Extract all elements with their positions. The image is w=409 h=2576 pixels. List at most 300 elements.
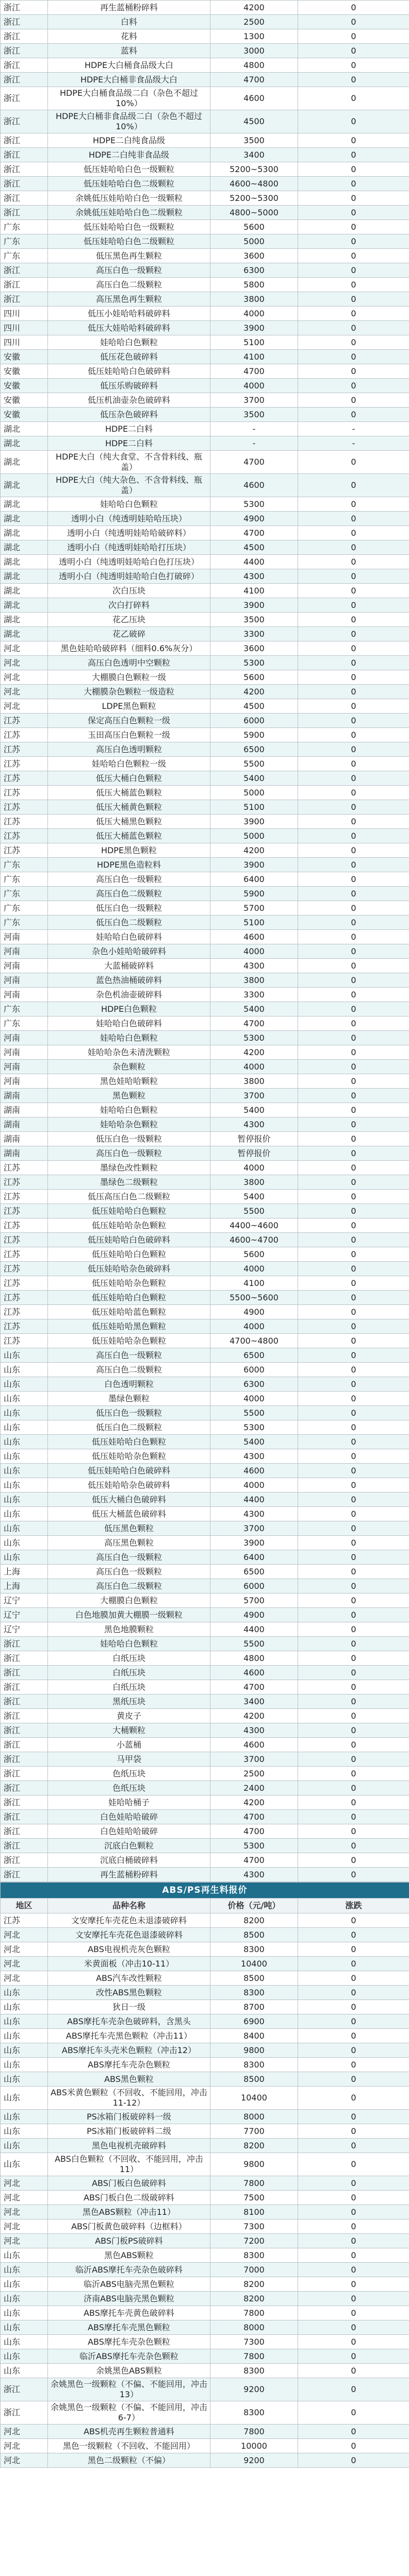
cell-name: HDPE大白（纯大食堂、不含骨料线、瓶盖） [48, 451, 210, 474]
cell-price: 5600 [210, 670, 298, 685]
cell-price: 3900 [210, 321, 298, 335]
cell-region: 山东 [1, 1550, 48, 1565]
cell-change: 0 [298, 1406, 409, 1420]
cell-name: 大棚膜杂色颗粒一级造粒 [48, 685, 210, 699]
cell-name: 杂色小娃哈哈破碎料 [48, 944, 210, 959]
cell-change: 0 [298, 307, 409, 321]
cell-region: 浙江 [1, 1868, 48, 1882]
cell-price: 3700 [210, 1752, 298, 1767]
cell-region: 山东 [1, 2110, 48, 2124]
cell-name: 低压大娃哈哈料破碎料 [48, 321, 210, 335]
cell-price: 3800 [210, 292, 298, 307]
cell-price: 暂停报价 [210, 1146, 298, 1161]
cell-change: 0 [298, 1824, 409, 1839]
cell-change: 0 [298, 598, 409, 613]
cell-price: 4100 [210, 584, 298, 598]
cell-name: 透明小白（纯透明娃哈哈白色打压块） [48, 555, 210, 569]
cell-name: 透明小白（纯透明娃哈哈打压块） [48, 540, 210, 555]
cell-price: 6000 [210, 714, 298, 728]
cell-price: 4700 [210, 526, 298, 540]
cell-region: 湖北 [1, 436, 48, 451]
cell-region: 湖北 [1, 474, 48, 497]
header-region: 地区 [1, 1899, 48, 1913]
cell-region: 江苏 [1, 1305, 48, 1319]
cell-region: 河北 [1, 2191, 48, 2205]
cell-price: 8200 [210, 2139, 298, 2153]
cell-change: 0 [298, 2378, 409, 2401]
cell-region: 河北 [1, 2219, 48, 2234]
table-row [1, 1666, 409, 1680]
cell-region: 山东 [1, 1363, 48, 1377]
cell-region: 山东 [1, 2153, 48, 2176]
cell-name: 高压白色一级颗粒 [48, 1348, 210, 1363]
table-row [1, 786, 409, 800]
cell-price: 4300 [210, 1868, 298, 1882]
table-row [1, 1565, 409, 1579]
cell-price: 8200 [210, 2277, 298, 2292]
cell-price: 4400 [210, 555, 298, 569]
table-row [1, 2425, 409, 2439]
cell-region: 河北 [1, 670, 48, 685]
cell-price: 6900 [210, 2014, 298, 2029]
cell-change: 0 [298, 1016, 409, 1031]
cell-name: 狄日一级 [48, 2000, 210, 2014]
cell-price: 3500 [210, 408, 298, 422]
cell-price: 4600 [210, 1738, 298, 1752]
cell-name: 低压大桶白色破碎料 [48, 1493, 210, 1507]
table-row [1, 1594, 409, 1608]
cell-region: 浙江 [1, 44, 48, 58]
cell-name: 低压娃哈哈白色二级颗粒 [48, 234, 210, 249]
cell-name: 低压娃哈哈杂色破碎料 [48, 1478, 210, 1493]
cell-change: 0 [298, 2139, 409, 2153]
cell-region: 湖北 [1, 555, 48, 569]
cell-change: 0 [298, 1709, 409, 1723]
cell-name: 低压乐购破碎料 [48, 379, 210, 393]
cell-price: 8300 [210, 2401, 298, 2425]
cell-change: 0 [298, 1233, 409, 1247]
cell-change: 0 [298, 234, 409, 249]
cell-name: 低压花色破碎料 [48, 350, 210, 364]
table-row [1, 1986, 409, 2000]
cell-price: 4600 [210, 474, 298, 497]
cell-name: 余姚黑色一级颗粒（不偏、不能回用，冲击13） [48, 2378, 210, 2401]
table-row [1, 815, 409, 829]
cell-change: 0 [298, 2110, 409, 2124]
cell-change: 0 [298, 1117, 409, 1132]
cell-price: 5700 [210, 901, 298, 916]
table-row [1, 1521, 409, 1536]
cell-name: 低压大桶黄色颗粒 [48, 800, 210, 815]
cell-name: HDPE黑色颗粒 [48, 843, 210, 858]
cell-change: 0 [298, 1363, 409, 1377]
cell-change: 0 [298, 1767, 409, 1781]
cell-price: 8300 [210, 2248, 298, 2263]
table-row [1, 829, 409, 843]
table-row [1, 335, 409, 350]
table-row [1, 191, 409, 206]
cell-region: 浙江 [1, 1723, 48, 1738]
table-row [1, 1132, 409, 1146]
cell-change: 0 [298, 2263, 409, 2277]
cell-price: 4300 [210, 569, 298, 584]
cell-region: 湖北 [1, 451, 48, 474]
cell-region: 浙江 [1, 1694, 48, 1709]
cell-name: 低压娃哈哈白色破碎料 [48, 364, 210, 379]
table-row [1, 1942, 409, 1957]
table-row [1, 973, 409, 988]
cell-change: 0 [298, 350, 409, 364]
cell-name: 低压白色一级颗粒 [48, 1406, 210, 1420]
cell-region: 浙江 [1, 133, 48, 148]
table-row [1, 87, 409, 110]
table-row [1, 1276, 409, 1291]
cell-change: 0 [298, 1291, 409, 1305]
cell-region: 浙江 [1, 110, 48, 133]
cell-price: 4100 [210, 1276, 298, 1291]
cell-region: 山东 [1, 2263, 48, 2277]
cell-price: 4200 [210, 685, 298, 699]
cell-change: 0 [298, 408, 409, 422]
cell-change: 0 [298, 757, 409, 771]
table-row [1, 1377, 409, 1392]
cell-price: 3600 [210, 641, 298, 656]
cell-name: 白色娃哈哈破碎 [48, 1824, 210, 1839]
cell-price: 5900 [210, 887, 298, 901]
table-row [1, 1839, 409, 1853]
cell-change: 0 [298, 1420, 409, 1435]
cell-region: 山东 [1, 1348, 48, 1363]
table-row [1, 2087, 409, 2110]
cell-region: 山东 [1, 2335, 48, 2349]
table-row [1, 2191, 409, 2205]
cell-region: 河北 [1, 1928, 48, 1942]
cell-change: 0 [298, 110, 409, 133]
table-row [1, 1957, 409, 1971]
cell-price: 7200 [210, 2234, 298, 2248]
table-row [1, 1738, 409, 1752]
cell-name: ABS米黄色颗粒（不回收、不能回用，冲击11-12） [48, 2087, 210, 2110]
cell-region: 上海 [1, 1579, 48, 1594]
cell-price: 3900 [210, 858, 298, 872]
cell-change: 0 [298, 742, 409, 757]
cell-change: 0 [298, 364, 409, 379]
table-row [1, 1291, 409, 1305]
cell-price: 3700 [210, 393, 298, 408]
table-row [1, 2072, 409, 2087]
cell-change: 0 [298, 497, 409, 512]
cell-change: 0 [298, 2153, 409, 2176]
cell-region: 山东 [1, 2248, 48, 2263]
cell-region: 山东 [1, 2000, 48, 2014]
table-row [1, 670, 409, 685]
cell-change: 0 [298, 872, 409, 887]
cell-price: 4500 [210, 699, 298, 714]
cell-change: 0 [298, 728, 409, 742]
cell-price: 9800 [210, 2043, 298, 2058]
table-row [1, 2453, 409, 2468]
cell-name: 低压娃哈哈白色二级颗粒 [48, 177, 210, 191]
cell-name: ABS门板黄色破碎料（边框料） [48, 2219, 210, 2234]
cell-change: 0 [298, 206, 409, 220]
cell-change: 0 [298, 1, 409, 15]
cell-change: 0 [298, 887, 409, 901]
cell-region: 湖北 [1, 422, 48, 436]
cell-price: 3800 [210, 1175, 298, 1190]
cell-name: ABS摩托车壳杂色颗粒 [48, 2335, 210, 2349]
cell-region: 河北 [1, 1957, 48, 1971]
cell-change: 0 [298, 44, 409, 58]
cell-name: 沉底白桶破碎料 [48, 1853, 210, 1868]
table-row [1, 1161, 409, 1175]
table-row [1, 1971, 409, 1986]
cell-price: 5800 [210, 278, 298, 292]
cell-name: 黑色ABS颗粒 [48, 2248, 210, 2263]
cell-region: 江苏 [1, 1334, 48, 1348]
cell-name: 低压大桶白色颗粒 [48, 771, 210, 786]
cell-name: 余姚低压娃哈哈白色一级颗粒 [48, 191, 210, 206]
cell-price: 4300 [210, 959, 298, 973]
cell-change: 0 [298, 1507, 409, 1521]
cell-name: 低压大桶蓝色颗粒 [48, 786, 210, 800]
cell-name: 高压白色一级颗粒 [48, 1146, 210, 1161]
cell-name: 黑色娃哈哈颗粒 [48, 1074, 210, 1089]
cell-change: 0 [298, 930, 409, 944]
table-row [1, 1694, 409, 1709]
cell-region: 湖北 [1, 598, 48, 613]
cell-region: 浙江 [1, 58, 48, 73]
cell-change: 0 [298, 2425, 409, 2439]
cell-name: 白色透明颗粒 [48, 1377, 210, 1392]
cell-region: 湖北 [1, 584, 48, 598]
table-row [1, 1579, 409, 1594]
cell-price: 3900 [210, 598, 298, 613]
cell-name: 大桶颗粒 [48, 1723, 210, 1738]
cell-name: 白料 [48, 15, 210, 29]
cell-name: 色纸压块 [48, 1781, 210, 1795]
table-row [1, 2205, 409, 2219]
cell-change: 0 [298, 1031, 409, 1045]
table-row [1, 2124, 409, 2139]
table-row [1, 321, 409, 335]
cell-name: 透明小白（纯透明娃哈哈破碎料） [48, 526, 210, 540]
cell-price: 4300 [210, 1117, 298, 1132]
table-row [1, 569, 409, 584]
cell-region: 广东 [1, 901, 48, 916]
table-row [1, 1247, 409, 1262]
cell-name: 低压娃哈哈白色破碎料 [48, 1233, 210, 1247]
table-row [1, 1204, 409, 1218]
cell-change: 0 [298, 2072, 409, 2087]
cell-region: 河北 [1, 1942, 48, 1957]
cell-price: 3300 [210, 627, 298, 641]
cell-change: 0 [298, 1319, 409, 1334]
cell-name: 低压娃哈哈杂色颗粒 [48, 1449, 210, 1464]
cell-change: 0 [298, 1694, 409, 1709]
cell-region: 山东 [1, 2139, 48, 2153]
cell-change: 0 [298, 2349, 409, 2364]
cell-change: 0 [298, 1377, 409, 1392]
cell-region: 河南 [1, 973, 48, 988]
cell-region: 山东 [1, 2364, 48, 2378]
cell-change: 0 [298, 2058, 409, 2072]
cell-name: 低压娃哈哈黑色颗粒 [48, 1319, 210, 1334]
cell-price: 4400 [210, 1493, 298, 1507]
cell-change: 0 [298, 584, 409, 598]
cell-name: ABS黑色颗粒 [48, 2072, 210, 2087]
cell-name: 小蓝桶 [48, 1738, 210, 1752]
cell-region: 广东 [1, 234, 48, 249]
cell-price: 4700 [210, 364, 298, 379]
cell-name: HDPE二白纯非食品级 [48, 148, 210, 162]
cell-region: 山东 [1, 2043, 48, 2058]
cell-region: 河南 [1, 1031, 48, 1045]
cell-region: 河南 [1, 1074, 48, 1089]
cell-region: 山东 [1, 2292, 48, 2306]
cell-region: 山东 [1, 2072, 48, 2087]
table-row [1, 1348, 409, 1363]
cell-change: 0 [298, 959, 409, 973]
cell-change: 0 [298, 1579, 409, 1594]
cell-name: 娃哈哈白色颗粒 [48, 1031, 210, 1045]
cell-change: 0 [298, 569, 409, 584]
table-row [1, 1334, 409, 1348]
cell-price: 4900 [210, 1608, 298, 1622]
cell-price: 8300 [210, 2058, 298, 2072]
cell-name: 墨绿色二级颗粒 [48, 1175, 210, 1190]
cell-change: 0 [298, 843, 409, 858]
cell-price: 4200 [210, 1795, 298, 1810]
cell-name: 黑色ABS颗粒（冲击11） [48, 2205, 210, 2219]
table-row [1, 451, 409, 474]
cell-region: 山东 [1, 1521, 48, 1536]
cell-name: 娃哈哈白色颗粒 [48, 497, 210, 512]
cell-name: HDPE大白桶食品级大白 [48, 58, 210, 73]
cell-price: 5500~5600 [210, 1291, 298, 1305]
cell-price: 7700 [210, 2124, 298, 2139]
cell-region: 浙江 [1, 148, 48, 162]
cell-name: 低压娃哈哈杂色颗粒 [48, 1218, 210, 1233]
cell-name: 低压白色二级颗粒 [48, 1420, 210, 1435]
cell-price: 5200~5300 [210, 191, 298, 206]
cell-price: 3900 [210, 1536, 298, 1550]
table-row [1, 408, 409, 422]
cell-name: 临沂ABS摩托车壳杂色破碎料 [48, 2263, 210, 2277]
table-row [1, 2234, 409, 2248]
cell-name: 文安摩托车壳花色未退漆破碎料 [48, 1913, 210, 1928]
cell-change: 0 [298, 148, 409, 162]
cell-region: 湖南 [1, 1132, 48, 1146]
table-row [1, 162, 409, 177]
cell-price: 5100 [210, 800, 298, 815]
cell-price: 2500 [210, 15, 298, 29]
cell-region: 江苏 [1, 1190, 48, 1204]
cell-name: ABS摩托车壳杂色颗粒 [48, 2058, 210, 2072]
cell-name: ABS摩托车壳黄色破碎料 [48, 2306, 210, 2320]
cell-region: 湖北 [1, 497, 48, 512]
cell-region: 山东 [1, 1507, 48, 1521]
cell-price: 5300 [210, 656, 298, 670]
cell-region: 浙江 [1, 1752, 48, 1767]
table-row [1, 133, 409, 148]
cell-change: 0 [298, 58, 409, 73]
cell-region: 江苏 [1, 1291, 48, 1305]
cell-name: ABS摩托车壳杂色破碎料，含黑头 [48, 2014, 210, 2029]
cell-price: 3400 [210, 1694, 298, 1709]
cell-price: 8000 [210, 2320, 298, 2335]
cell-region: 山东 [1, 1478, 48, 1493]
table-row [1, 512, 409, 526]
cell-name: 低压黑色颗粒 [48, 1521, 210, 1536]
cell-region: 浙江 [1, 1839, 48, 1853]
cell-change: 0 [298, 1986, 409, 2000]
cell-name: 高压黑色再生颗粒 [48, 292, 210, 307]
cell-change: 0 [298, 526, 409, 540]
cell-price: 4500 [210, 540, 298, 555]
cell-region: 四川 [1, 307, 48, 321]
table-row [1, 1651, 409, 1666]
table-row [1, 393, 409, 408]
cell-name: 娃哈哈白色颗粒 [48, 335, 210, 350]
table-row [1, 930, 409, 944]
table-row [1, 29, 409, 44]
cell-region: 江苏 [1, 843, 48, 858]
table-row [1, 148, 409, 162]
cell-price: 4600~4800 [210, 177, 298, 191]
cell-change: 0 [298, 512, 409, 526]
table-row [1, 2292, 409, 2306]
cell-name: HDPE大白桶非食品级二白（杂色不超过10%） [48, 110, 210, 133]
cell-price: 4100 [210, 350, 298, 364]
cell-change: 0 [298, 1942, 409, 1957]
table-row [1, 1392, 409, 1406]
cell-change: 0 [298, 1723, 409, 1738]
table-row [1, 1752, 409, 1767]
cell-region: 浙江 [1, 1, 48, 15]
cell-price: 8500 [210, 2072, 298, 2087]
cell-price: 5300 [210, 1839, 298, 1853]
cell-name: 高压白色一级颗粒 [48, 1565, 210, 1579]
cell-region: 浙江 [1, 1651, 48, 1666]
cell-change: 0 [298, 278, 409, 292]
cell-region: 湖北 [1, 613, 48, 627]
cell-price: 7800 [210, 2349, 298, 2364]
cell-price: 2400 [210, 1781, 298, 1795]
table-row [1, 916, 409, 930]
cell-price: 8700 [210, 2000, 298, 2014]
table-row [1, 714, 409, 728]
cell-change: 0 [298, 1262, 409, 1276]
table-row [1, 584, 409, 598]
table-row [1, 1262, 409, 1276]
cell-price: 6400 [210, 1550, 298, 1565]
cell-name: ABS机壳再生颗粒普通料 [48, 2425, 210, 2439]
cell-region: 浙江 [1, 1795, 48, 1810]
cell-region: 河南 [1, 1060, 48, 1074]
cell-price: 3300 [210, 988, 298, 1002]
table-row [1, 2110, 409, 2124]
table-row [1, 1406, 409, 1420]
cell-name: 次白压块 [48, 584, 210, 598]
table-row [1, 613, 409, 627]
table-row [1, 901, 409, 916]
cell-change: 0 [298, 2124, 409, 2139]
cell-region: 广东 [1, 872, 48, 887]
cell-name: 低压娃哈哈白色破碎料 [48, 1464, 210, 1478]
cell-price: 3400 [210, 148, 298, 162]
cell-region: 山东 [1, 1406, 48, 1420]
header-change: 涨跌 [298, 1899, 409, 1913]
